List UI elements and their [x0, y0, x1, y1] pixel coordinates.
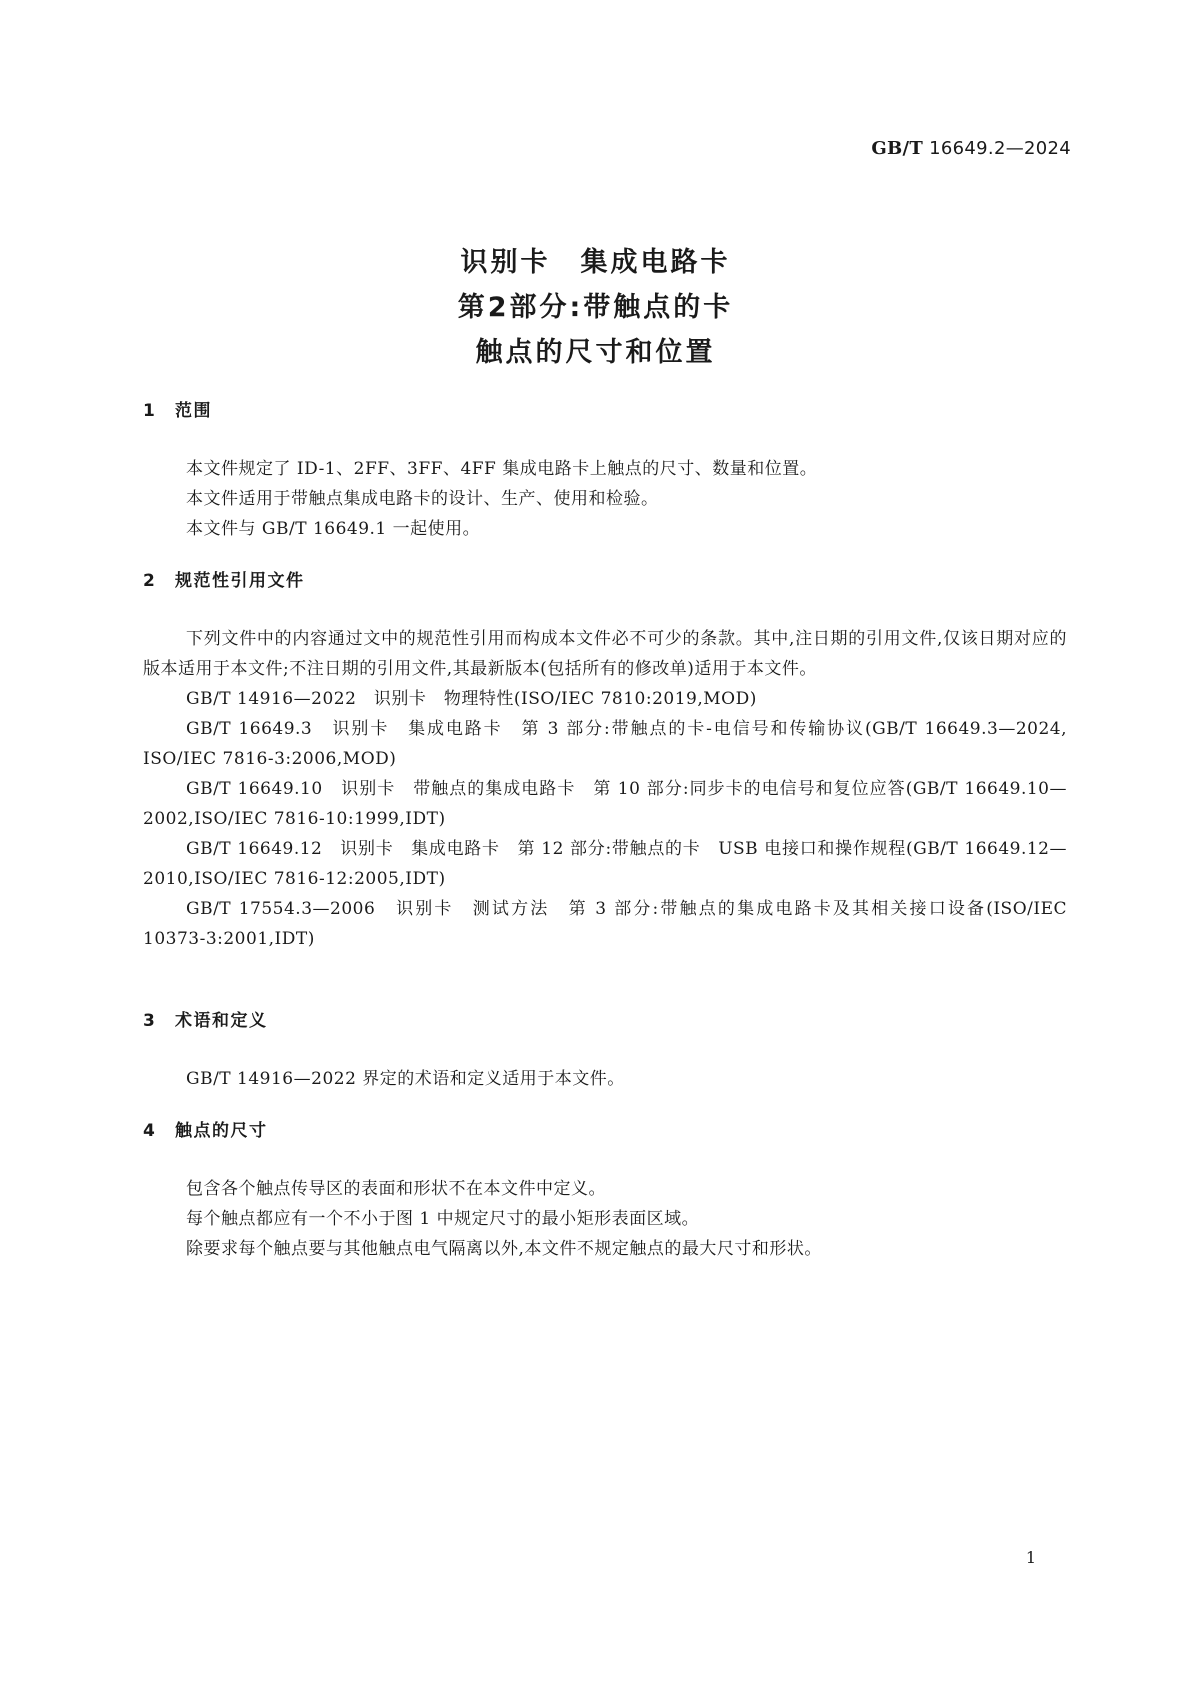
paragraph: GB/T 14916—2022 界定的术语和定义适用于本文件。: [186, 1069, 625, 1089]
paragraph: 本文件规定了 ID-1、2FF、3FF、4FF 集成电路卡上触点的尺寸、数量和位置。: [186, 459, 818, 479]
section-contact-dimensions: [143, 1118, 1067, 1264]
section-number: 3: [143, 1011, 157, 1031]
reference-item: GB/T 16649.10 识别卡 带触点的集成电路卡 第 10 部分:同步卡的电信号和复位应答(GB/T 16649.10—2002,ISO/IEC 7816-10:1999,IDT): [143, 779, 1067, 829]
paragraph: 包含各个触点传导区的表面和形状不在本文件中定义。: [186, 1179, 606, 1199]
section-title: 规范性引用文件: [175, 571, 305, 591]
section-heading: [143, 398, 1067, 424]
reference-item: GB/T 17554.3—2006 识别卡 测试方法 第 3 部分:带触点的集成电路卡及其相关接口设备(ISO/IEC 10373-3:2001,IDT): [143, 899, 1067, 949]
reference-item: GB/T 14916—2022 识别卡 物理特性(ISO/IEC 7810:2019,MOD): [186, 689, 757, 709]
title-line-1: 识别卡 集成电路卡: [460, 247, 731, 278]
page-number: 1: [1025, 1548, 1036, 1567]
title-line-3: 触点的尺寸和位置: [475, 337, 716, 368]
section-heading: [143, 568, 1067, 594]
document-title: [0, 240, 1191, 375]
paragraph: 除要求每个触点要与其他触点电气隔离以外,本文件不规定触点的最大尺寸和形状。: [186, 1239, 822, 1259]
section-number: 1: [143, 401, 157, 421]
section-terms-definitions: [143, 1008, 1067, 1094]
paragraph: 本文件与 GB/T 16649.1 一起使用。: [186, 519, 481, 539]
reference-item: GB/T 16649.3 识别卡 集成电路卡 第 3 部分:带触点的卡-电信号和传输协议(GB/T 16649.3—2024, ISO/IEC 7816-3:2006,MOD): [143, 719, 1067, 769]
section-heading: [143, 1008, 1067, 1034]
title-line-2: 第2部分:带触点的卡: [457, 292, 734, 323]
section-title: 触点的尺寸: [175, 1121, 268, 1141]
standard-number-header: [871, 138, 1071, 159]
section-title: 范围: [175, 401, 212, 421]
section-number: 4: [143, 1121, 157, 1141]
section-title: 术语和定义: [175, 1011, 268, 1031]
reference-item: GB/T 16649.12 识别卡 集成电路卡 第 12 部分:带触点的卡 USB 电接口和操作规程(GB/T 16649.12—2010,ISO/IEC 7816-12:2005,IDT): [143, 839, 1067, 889]
standard-number: 16649.2—2024: [929, 138, 1071, 159]
section-scope: [143, 398, 1067, 544]
section-heading: [143, 1118, 1067, 1144]
paragraph: 每个触点都应有一个不小于图 1 中规定尺寸的最小矩形表面区域。: [186, 1209, 700, 1229]
paragraph: 本文件适用于带触点集成电路卡的设计、生产、使用和检验。: [186, 489, 659, 509]
section-normative-references: [143, 568, 1067, 954]
standard-prefix: GB/T: [871, 138, 924, 159]
paragraph: 下列文件中的内容通过文中的规范性引用而构成本文件必不可少的条款。其中,注日期的引用文件,仅该日期对应的版本适用于本文件;不注日期的引用文件,其最新版本(包括所有的修改单)适用于本文件。: [143, 629, 1067, 679]
section-number: 2: [143, 571, 157, 591]
